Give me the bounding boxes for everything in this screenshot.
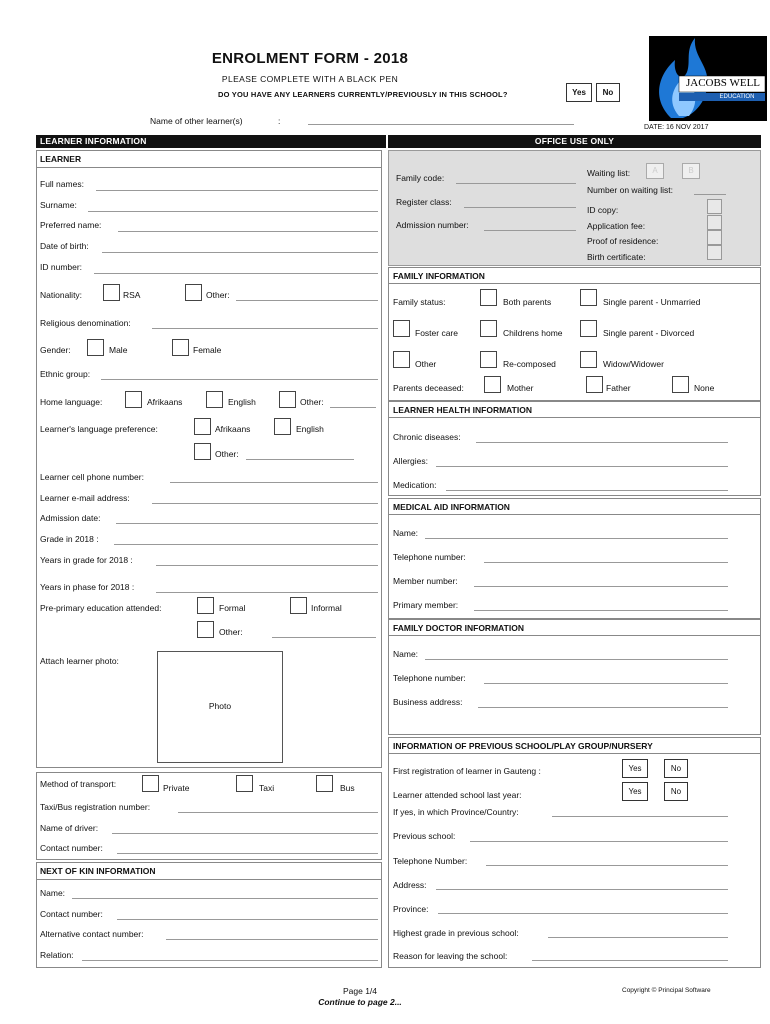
years-grade-field[interactable] <box>156 565 378 566</box>
home-language-label: Home language: <box>40 397 103 407</box>
formal-label: Formal <box>219 603 246 613</box>
home-english-checkbox[interactable] <box>206 391 223 408</box>
other-learner-field[interactable] <box>308 124 574 125</box>
prev-province-field[interactable] <box>438 913 728 914</box>
attach-photo-label: Attach learner photo: <box>40 656 119 666</box>
form-title: ENROLMENT FORM - 2018 <box>211 50 409 67</box>
home-english-label: English <box>228 397 256 407</box>
pref-other-label: Other: <box>215 449 239 459</box>
prev-telephone-label: Telephone Number: <box>393 856 468 866</box>
waiting-list-label: Waiting list: <box>587 168 631 178</box>
register-class-label: Register class: <box>396 197 452 207</box>
driver-label: Name of driver: <box>40 823 99 833</box>
medical-name-label: Name: <box>393 528 419 538</box>
pen-instruction: PLEASE COMPLETE WITH A BLACK PEN <box>221 74 399 84</box>
birth-certificate-checkbox[interactable] <box>707 245 722 260</box>
kin-contact-label: Contact number: <box>40 909 103 919</box>
attended-last-year-no[interactable]: No <box>664 782 688 801</box>
attended-last-year-yes[interactable]: Yes <box>622 782 648 801</box>
formal-checkbox[interactable] <box>197 597 214 614</box>
single-divorced-label: Single parent - Divorced <box>603 328 695 338</box>
kin-name-label: Name: <box>40 888 66 898</box>
id-copy-checkbox[interactable] <box>707 199 722 214</box>
transport-label: Method of transport: <box>40 779 117 789</box>
member-number-label: Member number: <box>393 576 458 586</box>
both-parents-checkbox[interactable] <box>480 289 497 306</box>
recomposed-checkbox[interactable] <box>480 351 497 368</box>
id-number-field[interactable] <box>94 273 378 274</box>
dob-field[interactable] <box>102 252 378 253</box>
father-label: Father <box>606 383 631 393</box>
doctor-telephone-field[interactable] <box>484 683 728 684</box>
home-other-label: Other: <box>300 397 324 407</box>
existing-learners-yes[interactable]: Yes <box>566 83 592 102</box>
kin-relation-field[interactable] <box>82 960 378 961</box>
attended-last-year-label: Learner attended school last year: <box>393 790 522 800</box>
pref-other-checkbox[interactable] <box>194 443 211 460</box>
home-afrikaans-label: Afrikaans <box>147 397 183 407</box>
single-divorced-checkbox[interactable] <box>580 320 597 337</box>
pref-other-field[interactable] <box>246 459 354 460</box>
bus-checkbox[interactable] <box>316 775 333 792</box>
taxi-reg-label: Taxi/Bus registration number: <box>40 802 151 812</box>
primary-member-label: Primary member: <box>393 600 459 610</box>
pref-english-checkbox[interactable] <box>274 418 291 435</box>
family-code-field[interactable] <box>456 183 576 184</box>
preprimary-other-label: Other: <box>219 627 243 637</box>
mother-checkbox[interactable] <box>484 376 501 393</box>
reason-leaving-label: Reason for leaving the school: <box>393 951 508 961</box>
learner-heading-box <box>36 150 382 168</box>
waiting-list-b[interactable]: B <box>682 163 700 179</box>
member-number-field[interactable] <box>474 586 728 587</box>
if-yes-field[interactable] <box>552 816 728 817</box>
email-label: Learner e-mail address: <box>40 493 130 503</box>
prev-telephone-field[interactable] <box>486 865 728 866</box>
rsa-label: RSA <box>123 290 141 300</box>
none-label: None <box>694 383 715 393</box>
continue-note: Continue to page 2... <box>318 997 402 1007</box>
preprimary-other-field[interactable] <box>272 637 376 638</box>
admission-number-field[interactable] <box>484 230 576 231</box>
recomposed-label: Re-composed <box>503 359 556 369</box>
chronic-label: Chronic diseases: <box>393 432 461 442</box>
pref-english-label: English <box>296 424 324 434</box>
surname-field[interactable] <box>88 211 378 212</box>
religion-field[interactable] <box>152 328 378 329</box>
none-checkbox[interactable] <box>672 376 689 393</box>
grade-label: Grade in 2018 : <box>40 534 99 544</box>
medication-label: Medication: <box>393 480 437 490</box>
private-checkbox[interactable] <box>142 775 159 792</box>
foster-care-label: Foster care <box>415 328 458 338</box>
male-label: Male <box>109 345 128 355</box>
widow-checkbox[interactable] <box>580 351 597 368</box>
admission-date-label: Admission date: <box>40 513 101 523</box>
widow-label: Widow/Widower <box>603 359 664 369</box>
language-preference-label: Learner's language preference: <box>40 424 158 434</box>
preprimary-label: Pre-primary education attended: <box>40 603 162 613</box>
father-checkbox[interactable] <box>586 376 603 393</box>
childrens-home-checkbox[interactable] <box>480 320 497 337</box>
copyright: Copyright © Principal Software <box>622 987 711 994</box>
page-number: Page 1/4 <box>342 986 378 996</box>
taxi-reg-field[interactable] <box>178 812 378 813</box>
home-other-checkbox[interactable] <box>279 391 296 408</box>
family-heading: FAMILY INFORMATION <box>393 271 485 281</box>
private-label: Private <box>163 783 190 793</box>
if-yes-label: If yes, in which Province/Country: <box>393 807 519 817</box>
waiting-list-a[interactable]: A <box>646 163 664 179</box>
business-address-field[interactable] <box>478 707 728 708</box>
email-field[interactable] <box>152 503 378 504</box>
childrens-home-label: Childrens home <box>503 328 563 338</box>
family-status-label: Family status: <box>393 297 446 307</box>
kin-relation-label: Relation: <box>40 950 74 960</box>
single-unmarried-label: Single parent - Unmarried <box>603 297 701 307</box>
kin-name-field[interactable] <box>72 898 378 899</box>
learner-information-header: LEARNER INFORMATION <box>36 135 386 148</box>
full-names-field[interactable] <box>96 190 378 191</box>
years-phase-label: Years in phase for 2018 : <box>40 582 135 592</box>
learner-heading: LEARNER <box>40 154 82 164</box>
primary-member-field[interactable] <box>474 610 728 611</box>
informal-label: Informal <box>311 603 342 613</box>
family-other-label: Other <box>415 359 437 369</box>
proof-residence-checkbox[interactable] <box>707 230 722 245</box>
office-use-box <box>388 150 761 266</box>
highest-grade-label: Highest grade in previous school: <box>393 928 519 938</box>
medical-name-field[interactable] <box>425 538 728 539</box>
business-address-label: Business address: <box>393 697 463 707</box>
kin-contact-field[interactable] <box>117 919 378 920</box>
other-learner-colon: : <box>278 116 281 126</box>
kin-heading: NEXT OF KIN INFORMATION <box>40 866 156 876</box>
photo-label: Photo <box>208 701 232 711</box>
grade-field[interactable] <box>114 544 378 545</box>
female-label: Female <box>193 345 222 355</box>
medical-heading: MEDICAL AID INFORMATION <box>393 502 510 512</box>
years-phase-field[interactable] <box>156 592 378 593</box>
existing-learners-question: DO YOU HAVE ANY LEARNERS CURRENTLY/PREVIOUSLY IN THIS SCHOOL? <box>218 90 508 99</box>
mother-label: Mother <box>507 383 534 393</box>
photo-box[interactable] <box>157 651 283 763</box>
birth-certificate-label: Birth certificate: <box>587 252 646 262</box>
cell-label: Learner cell phone number: <box>40 472 144 482</box>
nationality-other-field[interactable] <box>236 300 378 301</box>
rsa-checkbox[interactable] <box>103 284 120 301</box>
male-checkbox[interactable] <box>87 339 104 356</box>
previous-school-field[interactable] <box>470 841 728 842</box>
medical-telephone-field[interactable] <box>484 562 728 563</box>
prev-address-label: Address: <box>393 880 427 890</box>
other-learner-label: Name of other learner(s) <box>150 116 243 126</box>
highest-grade-field[interactable] <box>548 937 728 938</box>
ethnic-group-field[interactable] <box>101 379 378 380</box>
medical-telephone-label: Telephone number: <box>393 552 466 562</box>
proof-residence-label: Proof of residence: <box>587 236 659 246</box>
doctor-name-field[interactable] <box>425 659 728 660</box>
health-heading: LEARNER HEALTH INFORMATION <box>393 405 532 415</box>
bus-label: Bus <box>340 783 355 793</box>
parents-deceased-label: Parents deceased: <box>393 383 464 393</box>
nationality-other-checkbox[interactable] <box>185 284 202 301</box>
single-unmarried-checkbox[interactable] <box>580 289 597 306</box>
home-other-field[interactable] <box>330 407 376 408</box>
logo-text: JACOBS WELL <box>685 77 761 89</box>
transport-contact-field[interactable] <box>117 853 378 854</box>
allergies-label: Allergies: <box>393 456 428 466</box>
pref-afrikaans-label: Afrikaans <box>215 424 251 434</box>
number-waiting-field[interactable] <box>694 194 726 195</box>
reason-leaving-field[interactable] <box>532 960 728 961</box>
first-registration-no[interactable]: No <box>664 759 688 778</box>
existing-learners-no[interactable]: No <box>596 83 620 102</box>
application-fee-checkbox[interactable] <box>707 215 722 230</box>
logo-subtext: EDUCATION <box>719 94 755 100</box>
kin-alt-contact-label: Alternative contact number: <box>40 929 144 939</box>
nationality-label: Nationality: <box>40 290 83 300</box>
family-code-label: Family code: <box>396 173 445 183</box>
years-grade-label: Years in grade for 2018 : <box>40 555 133 565</box>
surname-label: Surname: <box>40 200 77 210</box>
gender-label: Gender: <box>40 345 71 355</box>
doctor-telephone-label: Telephone number: <box>393 673 466 683</box>
religion-label: Religious denomination: <box>40 318 131 328</box>
dob-label: Date of birth: <box>40 241 89 251</box>
register-class-field[interactable] <box>464 207 576 208</box>
number-waiting-label: Number on waiting list: <box>587 185 673 195</box>
kin-alt-contact-field[interactable] <box>166 939 378 940</box>
ethnic-group-label: Ethnic group: <box>40 369 91 379</box>
first-registration-yes[interactable]: Yes <box>622 759 648 778</box>
previous-school-label: Previous school: <box>393 831 456 841</box>
nationality-other-label: Other: <box>206 290 230 300</box>
application-fee-label: Application fee: <box>587 221 646 231</box>
prev-province-label: Province: <box>393 904 429 914</box>
admission-number-label: Admission number: <box>396 220 469 230</box>
full-names-label: Full names: <box>40 179 84 189</box>
id-number-label: ID number: <box>40 262 83 272</box>
chronic-field[interactable] <box>476 442 728 443</box>
cell-field[interactable] <box>170 482 378 483</box>
admission-date-field[interactable] <box>116 523 378 524</box>
transport-contact-label: Contact number: <box>40 843 103 853</box>
preferred-name-field[interactable] <box>118 231 378 232</box>
previous-school-heading: INFORMATION OF PREVIOUS SCHOOL/PLAY GROUP/NURSERY <box>393 741 653 751</box>
allergies-field[interactable] <box>436 466 728 467</box>
pref-afrikaans-checkbox[interactable] <box>194 418 211 435</box>
female-checkbox[interactable] <box>172 339 189 356</box>
office-use-header: OFFICE USE ONLY <box>388 135 761 148</box>
both-parents-label: Both parents <box>503 297 552 307</box>
taxi-label: Taxi <box>259 783 275 793</box>
form-date: DATE: 16 NOV 2017 <box>644 124 709 131</box>
taxi-checkbox[interactable] <box>236 775 253 792</box>
medication-field[interactable] <box>446 490 728 491</box>
driver-field[interactable] <box>112 833 378 834</box>
preprimary-other-checkbox[interactable] <box>197 621 214 638</box>
informal-checkbox[interactable] <box>290 597 307 614</box>
doctor-name-label: Name: <box>393 649 419 659</box>
home-afrikaans-checkbox[interactable] <box>125 391 142 408</box>
family-other-checkbox[interactable] <box>393 351 410 368</box>
id-copy-label: ID copy: <box>587 205 619 215</box>
foster-care-checkbox[interactable] <box>393 320 410 337</box>
first-registration-label: First registration of learner in Gauteng : <box>393 766 541 776</box>
school-logo <box>649 36 767 121</box>
prev-address-field[interactable] <box>436 889 728 890</box>
preferred-name-label: Preferred name: <box>40 220 102 230</box>
doctor-heading: FAMILY DOCTOR INFORMATION <box>393 623 524 633</box>
